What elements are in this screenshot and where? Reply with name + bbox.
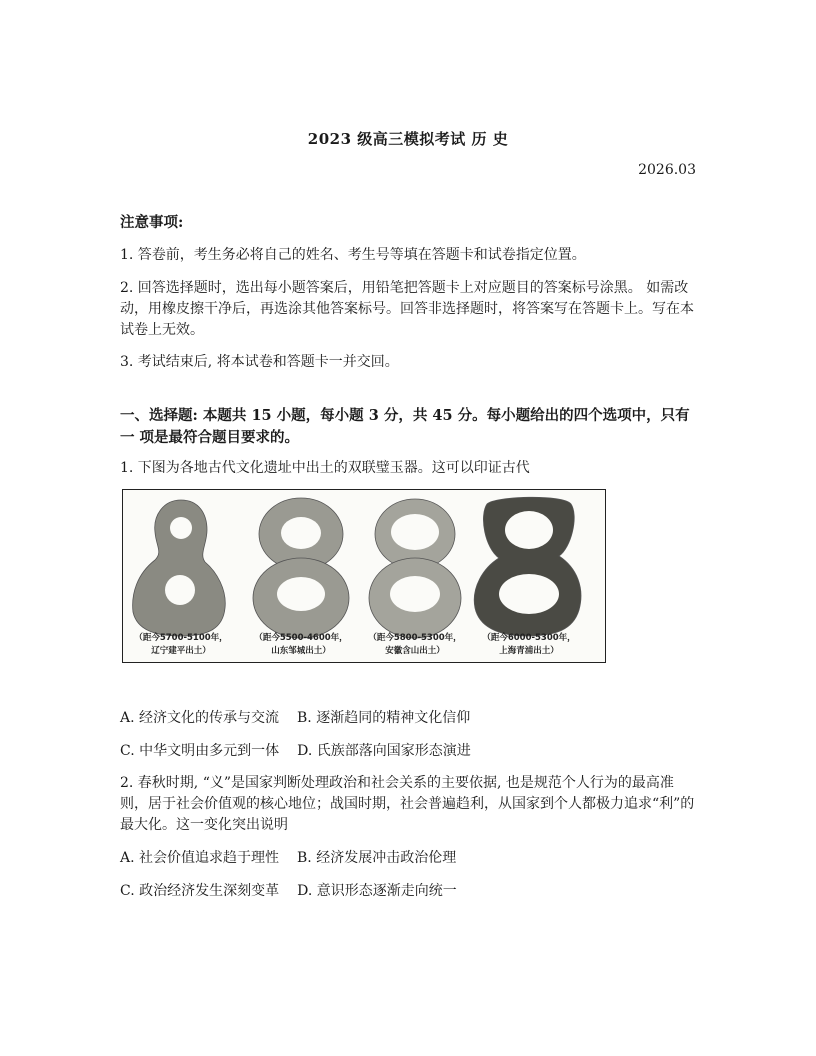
jade-artifacts-image bbox=[122, 489, 606, 663]
question-2-options-row-2 bbox=[120, 880, 457, 900]
caption-4-line-1: （距今6000-5300年， bbox=[482, 633, 576, 643]
caption-4-line-2: 上海青浦出土） bbox=[499, 646, 559, 656]
q2-option-a: A. 社会价值追求趋于理性 bbox=[120, 850, 280, 866]
question-1-options-row-1 bbox=[120, 707, 470, 727]
caption-3-line-1: （距今5800-5300年， bbox=[368, 633, 462, 643]
exam-date: 2026.03 bbox=[638, 162, 696, 178]
notice-item-1: 1. 答卷前，考生务必将自己的姓名、考生号等填在答题卡和试卷指定位置。 bbox=[120, 247, 586, 263]
question-2-options-row-1 bbox=[120, 847, 456, 867]
jade-artifact-3 bbox=[369, 499, 461, 638]
q1-option-d: D. 氏族部落向国家形态演进 bbox=[297, 743, 471, 759]
jade-artifact-1 bbox=[133, 500, 226, 636]
jade-artifact-2 bbox=[253, 498, 349, 638]
notice-item-3: 3. 考试结束后, 将本试卷和答题卡一并交回。 bbox=[120, 354, 399, 370]
q1-option-c: C. 中华文明由多元到一体 bbox=[120, 743, 280, 759]
notice-item-2: 2. 回答选择题时，选出每小题答案后，用铅笔把答题卡上对应题目的答案标号涂黑。 如需改动，用橡皮擦干净后，再选涂其他答案标号。回答非选择题时，将答案写在答题卡上。写在本试卷上无效。 bbox=[120, 280, 694, 338]
caption-3-line-2: 安徽含山出土） bbox=[385, 646, 445, 656]
question-1-options-row-2 bbox=[120, 740, 471, 760]
caption-2-line-1: （距今5500-4600年， bbox=[254, 633, 348, 643]
q2-option-d: D. 意识形态逐渐走向统一 bbox=[297, 883, 457, 899]
section-heading: 一、选择题: 本题共 15 小题，每小题 3 分，共 45 分。每小题给出的四个选项中，只有一 项是最符合题目要求的。 bbox=[120, 407, 690, 446]
q1-option-b: B. 逐渐趋同的精神文化信仰 bbox=[297, 710, 471, 726]
question-1-stem: 1. 下图为各地古代文化遗址中出土的双联璧玉器。这可以印证古代 bbox=[120, 460, 530, 476]
q2-option-b: B. 经济发展冲击政治伦理 bbox=[297, 850, 457, 866]
exam-title: 2023 级高三模拟考试 历 史 bbox=[307, 130, 509, 148]
caption-1-line-2: 辽宁建平出土） bbox=[151, 646, 211, 656]
question-2-stem: 2. 春秋时期, “义”是国家判断处理政治和社会关系的主要依据, 也是规范个人行为的最高准则，居于社会价值观的核心地位；战国时期，社会普遍趋利，从国家到个人都极力追求“利”的最大化。这一变化突出说明 bbox=[120, 775, 695, 833]
jade-artifact-4 bbox=[474, 497, 581, 636]
q1-option-a: A. 经济文化的传承与交流 bbox=[120, 710, 280, 726]
caption-1-line-1: （距今5700-5100年， bbox=[134, 633, 228, 643]
q2-option-c: C. 政治经济发生深刻变革 bbox=[120, 883, 280, 899]
caption-2-line-2: 山东邹城出土） bbox=[271, 646, 331, 656]
notice-heading: 注意事项: bbox=[120, 214, 184, 231]
